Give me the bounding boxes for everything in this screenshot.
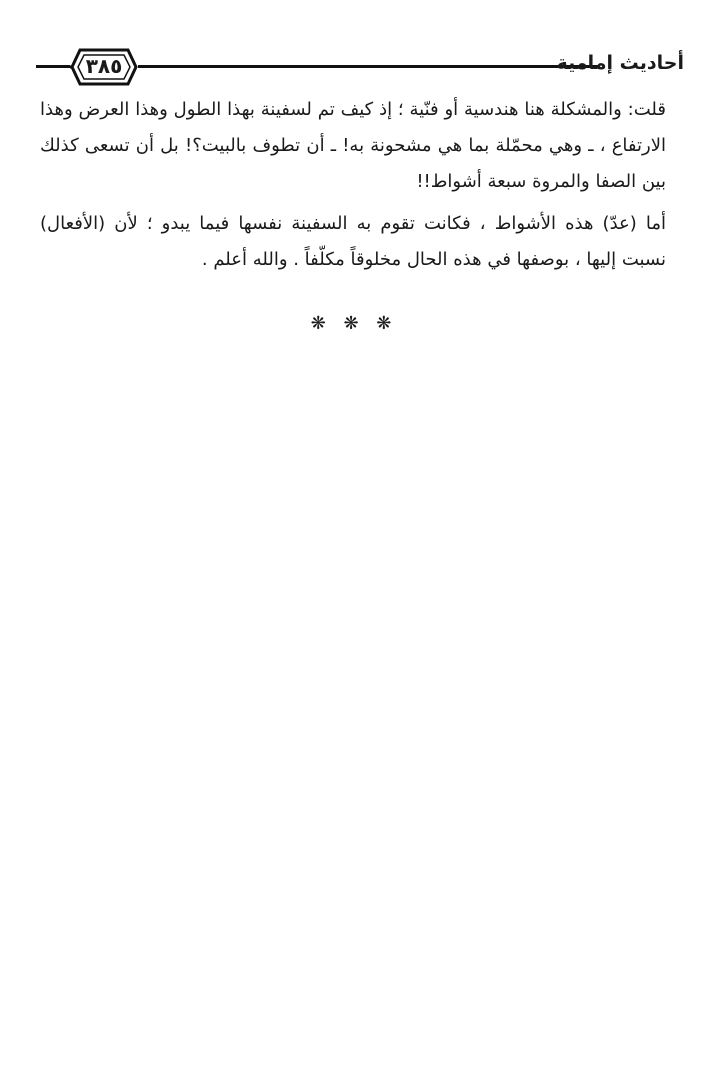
- paragraph: أما (عدّ) هذه الأشواط ، فكانت تقوم به السفينة نفسها فيما يبدو ؛ لأن (الأفعال) نسبت إليها ، بوصفها في هذه الحال مخلوقاً مكلّفاً . والله أعلم .: [40, 213, 666, 270]
- header-rule-right: [138, 65, 598, 68]
- page-number-ornament: [70, 44, 138, 90]
- running-title: أحاديث إمامية: [556, 52, 684, 74]
- page-number: ٣٨٥: [85, 54, 123, 78]
- body-text: [40, 92, 666, 284]
- header-rule-left: [36, 65, 70, 68]
- section-separator: ❋ ❋ ❋: [310, 313, 398, 334]
- page-header: [36, 44, 684, 92]
- paragraph: قلت: والمشكلة هنا هندسية أو فنّية ؛ إذ كيف تم لسفينة بهذا الطول وهذا العرض وهذا الارتفاع ، ـ وهي محمّلة بما هي مشحونة به! ـ أن تطوف بالبيت؟! بل أن تسعى كذلك بين الصفا والمروة سبعة أشواط!!: [40, 99, 666, 192]
